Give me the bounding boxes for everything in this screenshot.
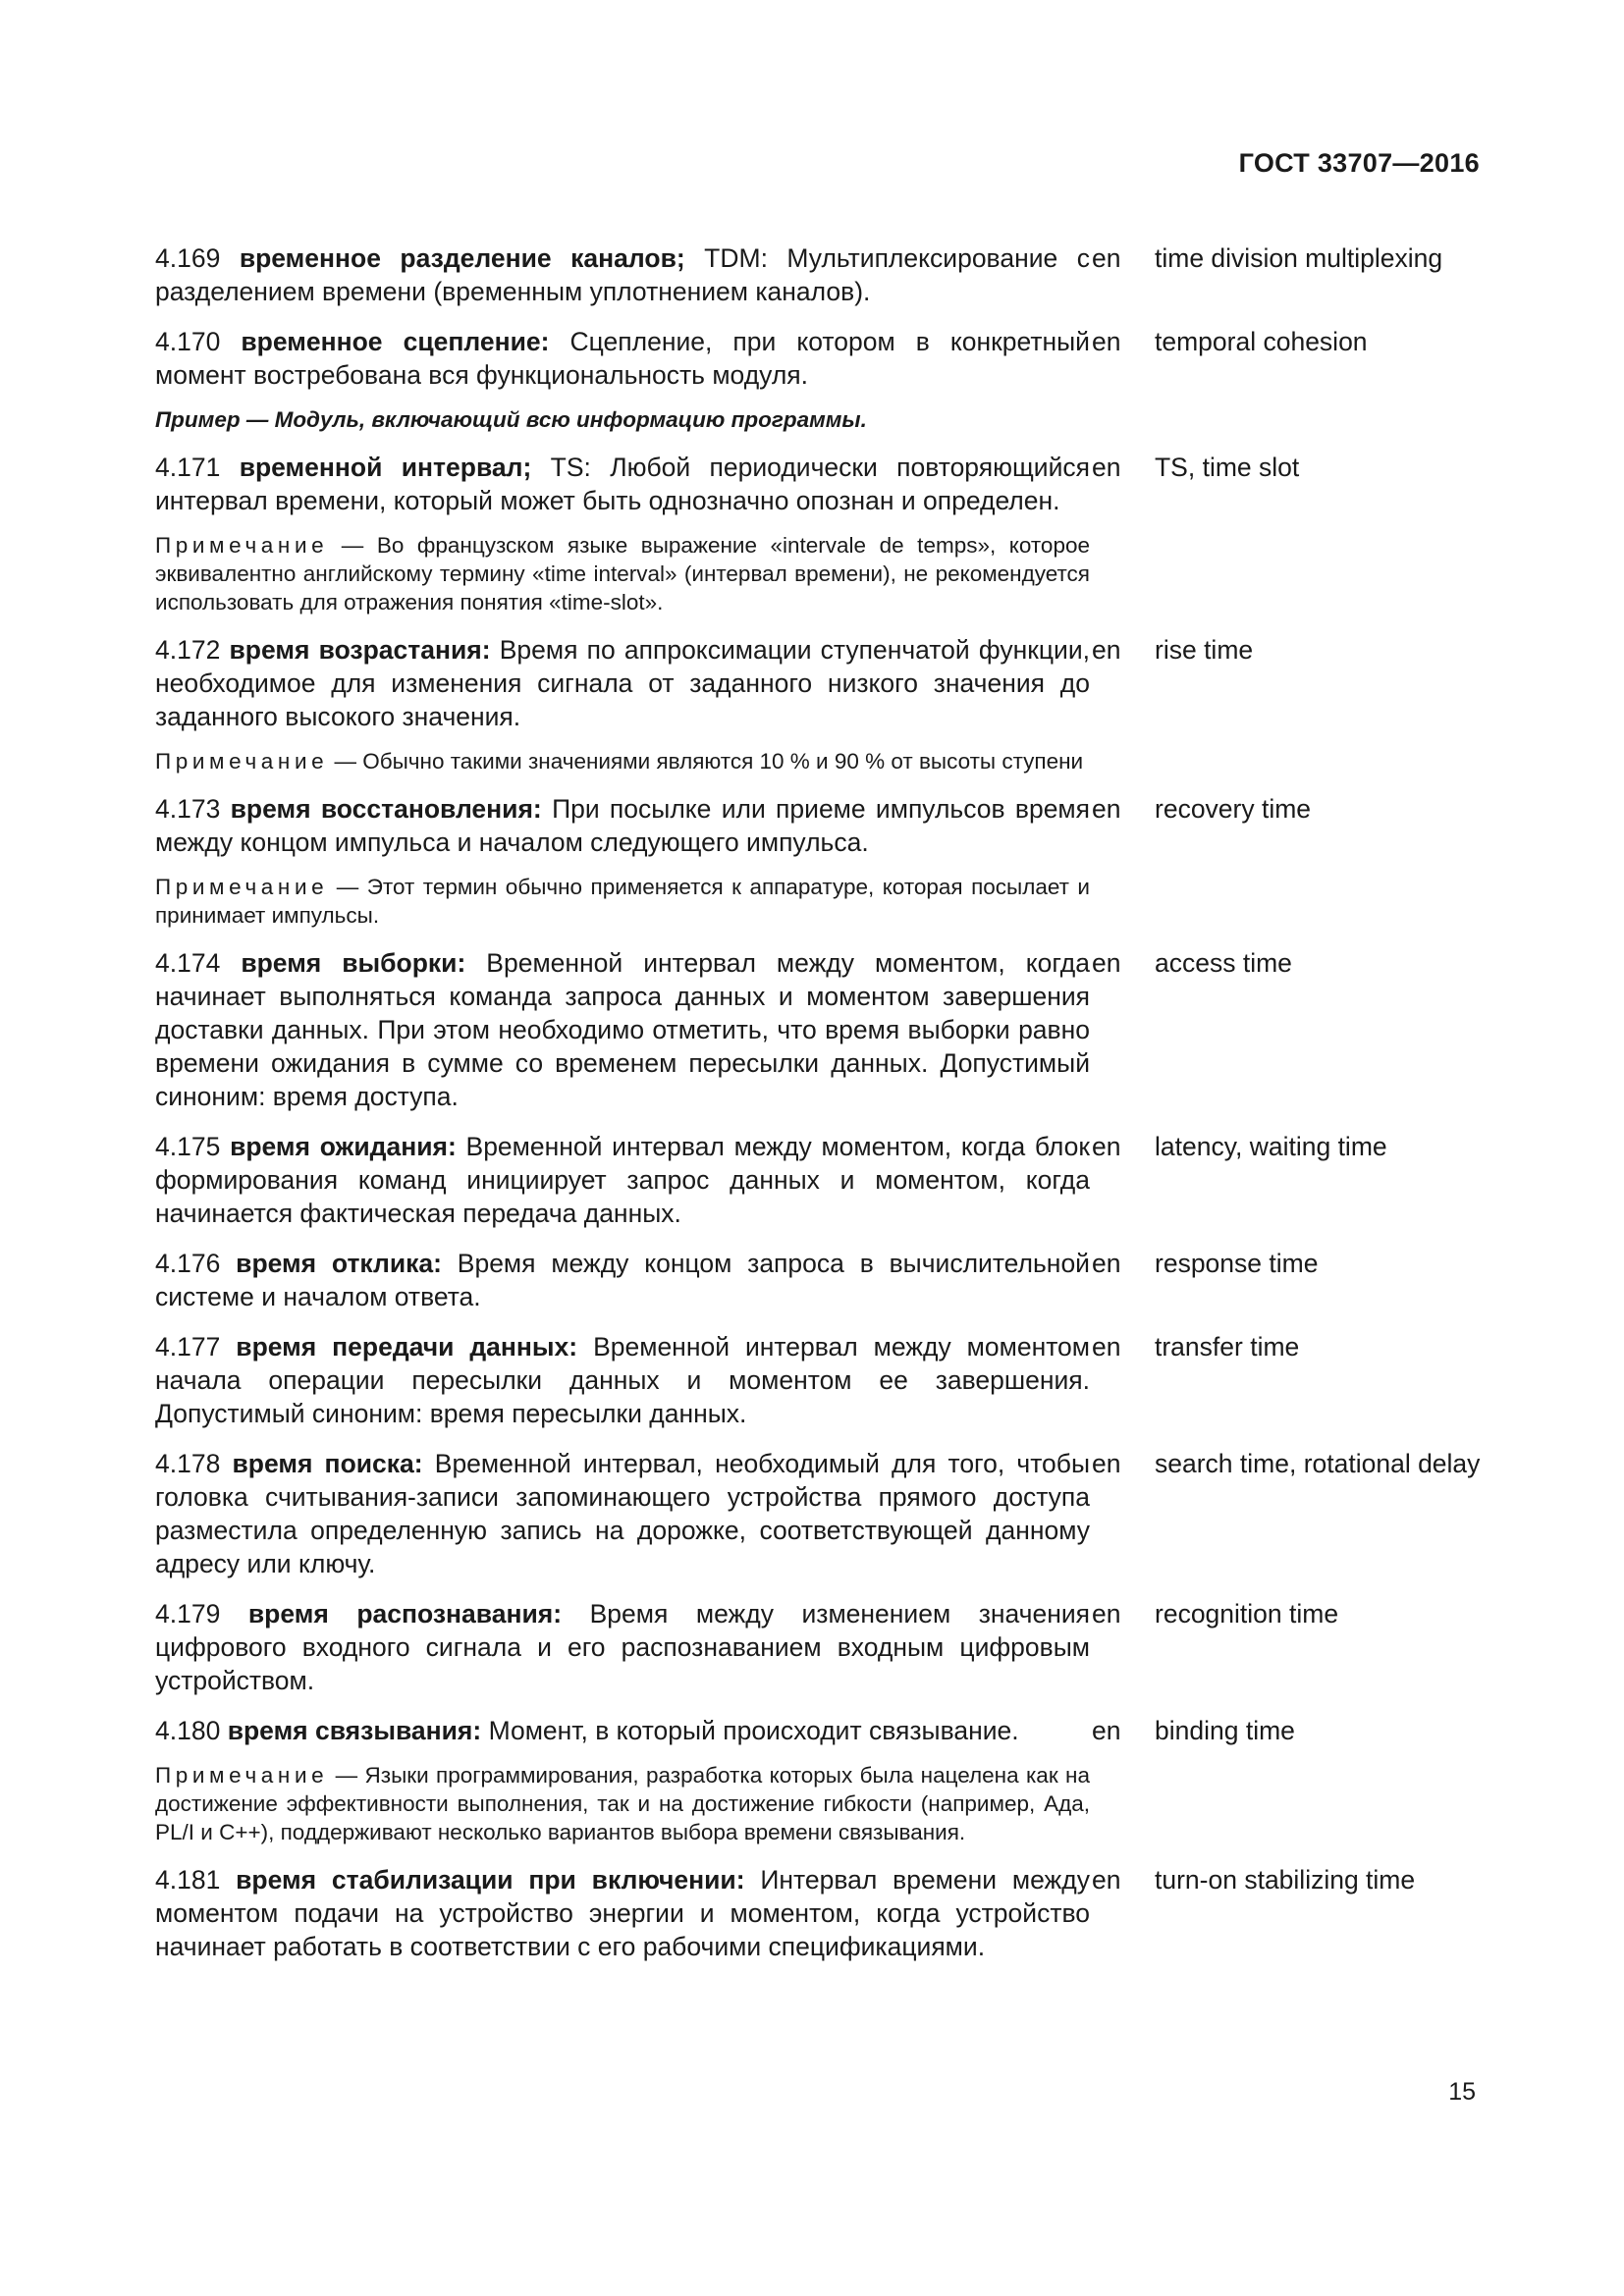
term-number: 4.175 [155, 1132, 221, 1161]
english-equivalent: turn-on stabilizing time [1155, 1865, 1416, 1895]
term-number: 4.169 [155, 243, 221, 273]
page-number: 15 [1448, 2078, 1476, 2106]
term-text: Временной интервал между моментом, когда начинает выполняться команда запроса данных и моментом завершения доставки данных. При этом необходимо отметить, что время выборки равно времени ожидания в сумме со временем пересылки данных. Допустимый синоним: время доступа. [155, 948, 1091, 1111]
term-text: При посылке или приеме импульсов время между концом импульса и началом следующего импульса. [155, 794, 1090, 857]
term-number: 4.171 [155, 453, 221, 482]
term-name: время восстановления: [230, 794, 542, 824]
term-entry-4-176 [155, 1247, 1485, 1313]
term-name: время поиска: [232, 1449, 423, 1478]
lang-code: en [1092, 1249, 1121, 1278]
term-definition [155, 1863, 1090, 1963]
term-entry-4-174 [155, 946, 1485, 1113]
term-number: 4.176 [155, 1249, 221, 1278]
term-number: 4.172 [155, 635, 221, 665]
term-entry-4-169 [155, 241, 1485, 308]
term-entry-4-171 [155, 451, 1485, 517]
term-text: Время между концом запроса в вычислительной системе и началом ответа. [155, 1249, 1090, 1311]
english-equivalent: latency, waiting time [1155, 1132, 1387, 1161]
term-name: время распознавания: [247, 1599, 563, 1629]
terms-list [155, 241, 1485, 1963]
term-name: временной интервал; [239, 453, 532, 482]
english-equivalent: recognition time [1155, 1599, 1339, 1629]
term-name: время выборки: [241, 948, 466, 978]
note-label: Примечание [155, 1763, 329, 1788]
term-number: 4.174 [155, 948, 221, 978]
term-text: Временной интервал между моментом начала операции пересылки данных и моментом ее завершения. Допустимый синоним: время пересылки данных. [155, 1332, 1091, 1428]
term-text: Время между изменением значения цифрового входного сигнала и его распознаванием входным цифровым устройством. [155, 1599, 1090, 1695]
term-definition [155, 1247, 1090, 1313]
term-definition [155, 451, 1090, 517]
term-definition [155, 241, 1090, 308]
term-name: время возрастания: [229, 635, 491, 665]
term-name: время связывания: [227, 1716, 482, 1745]
english-equivalent: response time [1155, 1249, 1319, 1278]
term-note [155, 1761, 1090, 1846]
term-definition [155, 1714, 1090, 1747]
lang-code: en [1092, 794, 1121, 824]
term-number: 4.179 [155, 1599, 221, 1629]
term-number: 4.173 [155, 794, 221, 824]
term-definition [155, 1447, 1090, 1580]
term-entry-4-172 [155, 633, 1485, 733]
term-entry-4-170 [155, 325, 1485, 392]
term-text: Интервал времени между моментом подачи на устройство энергии и моментом, когда устройство начинает работать в соответствии с его рабочими спецификациями. [155, 1865, 1090, 1961]
term-text: TDM: Мультиплексирование с разделением времени (временным уплотнением каналов). [155, 243, 1090, 306]
term-definition [155, 1130, 1090, 1230]
term-text: Временной интервал между моментом, когда блок формирования команд инициирует запрос данных и моментом, когда начинается фактическая передача данных. [155, 1132, 1090, 1228]
lang-code: en [1092, 635, 1121, 665]
term-entry-4-177 [155, 1330, 1485, 1430]
term-number: 4.178 [155, 1449, 221, 1478]
term-note [155, 873, 1090, 930]
lang-code: en [1092, 327, 1121, 356]
term-text: Момент, в который происходит связывание. [488, 1716, 1019, 1745]
english-equivalent: TS, time slot [1155, 453, 1300, 482]
standard-code: ГОСТ 33707—2016 [1238, 148, 1480, 178]
lang-code: en [1092, 948, 1121, 978]
example-text: Пример — Модуль, включающий всю информацию программы. [155, 407, 867, 432]
term-name: время стабилизации при включении: [236, 1865, 745, 1895]
lang-code: en [1092, 1132, 1121, 1161]
term-entry-4-173 [155, 792, 1485, 859]
note-text: — Этот термин обычно применяется к аппаратуре, которая посылает и принимает импульсы. [155, 875, 1090, 928]
term-note [155, 531, 1090, 616]
term-name: временное сцепление: [241, 327, 550, 356]
term-number: 4.177 [155, 1332, 221, 1362]
note-label: Примечание [155, 749, 329, 774]
english-equivalent: time division multiplexing [1155, 243, 1443, 273]
note-label: Примечание [155, 875, 329, 899]
term-entry-4-181 [155, 1863, 1485, 1963]
english-equivalent: binding time [1155, 1716, 1295, 1745]
term-definition [155, 946, 1090, 1113]
term-text: Сцепление, при котором в конкретный момент востребована вся функциональность модуля. [155, 327, 1090, 390]
lang-code: en [1092, 1599, 1121, 1629]
term-entry-4-175 [155, 1130, 1485, 1230]
note-text: — Обычно такими значениями являются 10 % и 90 % от высоты ступени [334, 749, 1084, 774]
term-name: время передачи данных: [236, 1332, 578, 1362]
english-equivalent: transfer time [1155, 1332, 1300, 1362]
term-note [155, 747, 1090, 775]
term-definition [155, 633, 1090, 733]
note-text: — Во французском языке выражение «intervale de temps», которое эквивалентно английскому термину «time interval» (интервал времени), не рекомендуется использовать для отражения понятия «time-slot». [155, 533, 1090, 614]
term-number: 4.181 [155, 1865, 221, 1895]
lang-code: en [1092, 453, 1121, 482]
english-equivalent: search time, rotational delay [1155, 1449, 1481, 1478]
english-equivalent: recovery time [1155, 794, 1312, 824]
term-entry-4-180 [155, 1714, 1485, 1747]
note-label: Примечание [155, 533, 329, 558]
english-equivalent: access time [1155, 948, 1292, 978]
term-definition [155, 1330, 1090, 1430]
term-number: 4.170 [155, 327, 221, 356]
term-text: TS: Любой периодически повторяющийся интервал времени, который может быть однозначно опознан и определен. [155, 453, 1090, 515]
term-number: 4.180 [155, 1716, 221, 1745]
term-name: время отклика: [236, 1249, 442, 1278]
term-name: временное разделение каналов; [239, 243, 685, 273]
term-text: Время по аппроксимации ступенчатой функции, необходимое для изменения сигнала от заданного низкого значения до заданного высокого значения. [155, 635, 1090, 731]
english-equivalent: rise time [1155, 635, 1254, 665]
term-text: Временной интервал, необходимый для того, чтобы головка считывания-записи запоминающего устройства прямого доступа разместила определенную запись на дорожке, соответствующей данному адресу или ключу. [155, 1449, 1090, 1578]
lang-code: en [1092, 1332, 1121, 1362]
term-entry-4-179 [155, 1597, 1485, 1697]
lang-code: en [1092, 1449, 1121, 1478]
lang-code: en [1092, 243, 1121, 273]
term-definition [155, 325, 1090, 392]
term-definition [155, 792, 1090, 859]
english-equivalent: temporal cohesion [1155, 327, 1368, 356]
term-name: время ожидания: [230, 1132, 457, 1161]
lang-code: en [1092, 1865, 1121, 1895]
term-definition [155, 1597, 1090, 1697]
lang-code: en [1092, 1716, 1121, 1745]
term-entry-4-178 [155, 1447, 1485, 1580]
note-text: — Языки программирования, разработка которых была нацелена как на достижение эффективности выполнения, так и на достижение гибкости (например, Ада, PL/I и C++), поддерживают несколько вариантов выбора времени связывания. [155, 1763, 1090, 1844]
